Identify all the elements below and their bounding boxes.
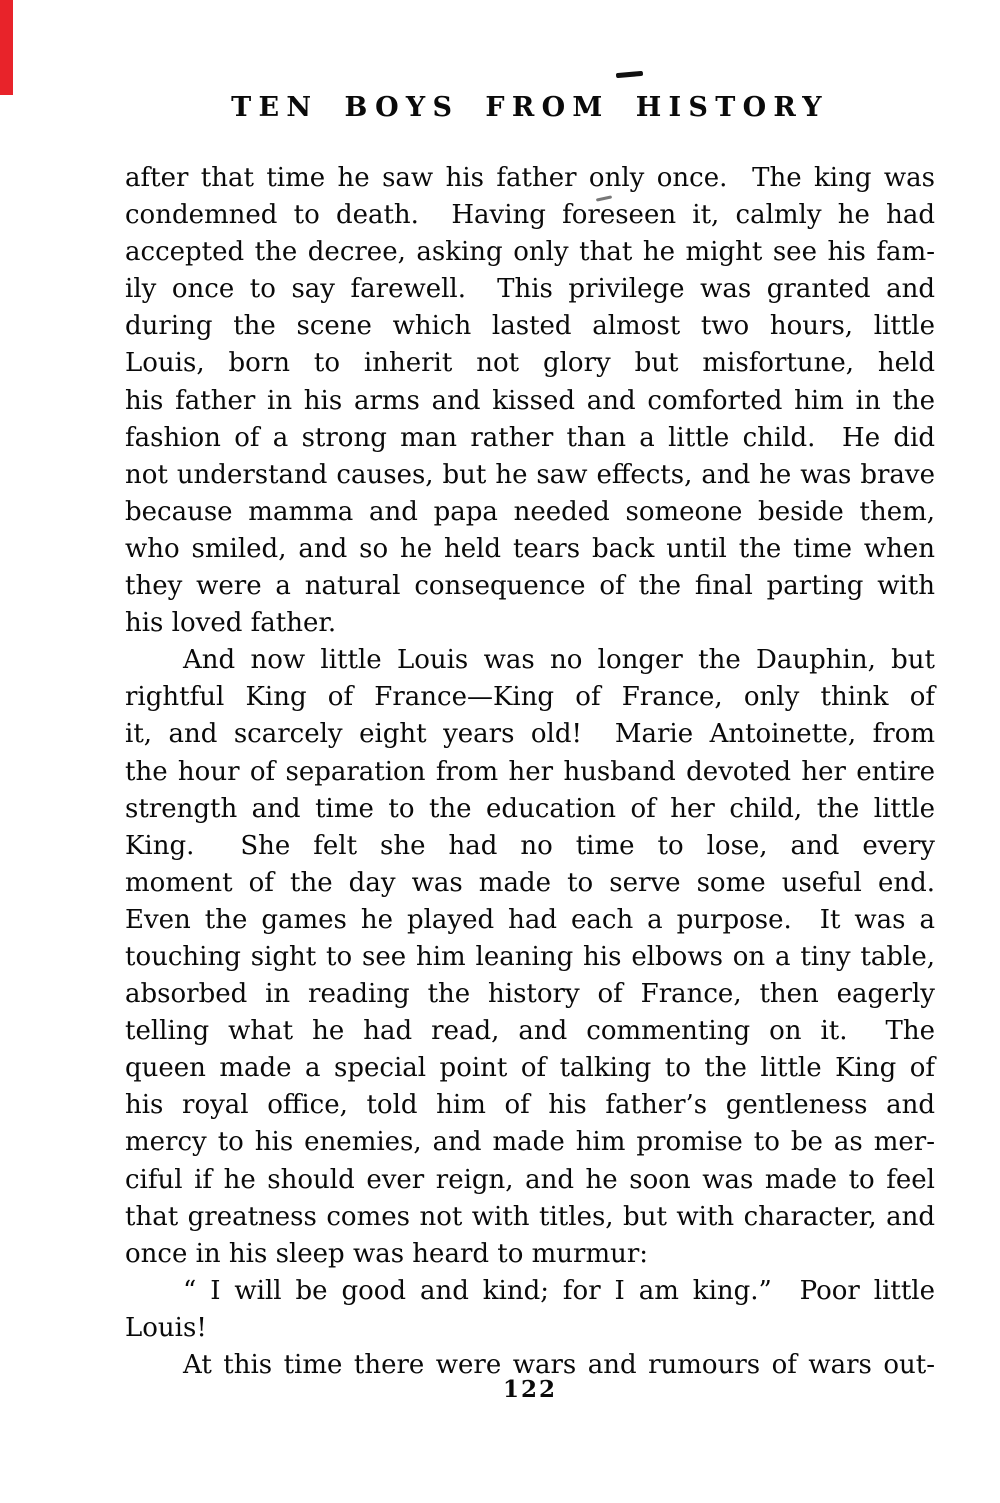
text-line: his royal office, told him of his father’s gentleness and — [125, 1090, 935, 1121]
text-line: his father in his arms and kissed and comforted him in the — [125, 385, 935, 416]
text-line: fashion of a strong man rather than a little child. He did — [125, 422, 935, 453]
text-line: touching sight to see him leaning his elbows on a tiny table, — [125, 941, 935, 972]
text-line: strength and time to the education of her child, the little — [125, 793, 935, 824]
text-line: they were a natural consequence of the final parting with — [125, 571, 935, 602]
text-line: And now little Louis was no longer the Dauphin, but — [183, 645, 935, 676]
scan-edge-artifact — [0, 0, 13, 95]
text-line: after that time he saw his father only once. The king was — [125, 163, 935, 193]
text-line: moment of the day was made to serve some useful end. — [125, 867, 935, 898]
text-line: Louis! — [125, 1312, 207, 1343]
text-line: queen made a special point of talking to the little King of — [125, 1053, 935, 1084]
text-line: that greatness comes not with titles, but with character, and — [125, 1201, 935, 1232]
text-line: because mamma and papa needed someone beside them, — [125, 496, 935, 527]
text-line: not understand causes, but he saw effects, and he was brave — [125, 459, 935, 490]
text-line: the hour of separation from her husband devoted her entire — [125, 756, 935, 787]
text-line: telling what he had read, and commenting on it. The — [125, 1016, 935, 1047]
text-line: once in his sleep was heard to murmur: — [125, 1238, 649, 1269]
text-line: ily once to say farewell. This privilege was granted and — [125, 274, 935, 305]
body-text — [125, 160, 935, 1384]
text-line: ciful if he should ever reign, and he soon was made to feel — [125, 1164, 935, 1195]
text-line: it, and scarcely eight years old! Marie Antoinette, from — [125, 719, 935, 750]
text-line: “ I will be good and kind; for I am king.” Poor little — [183, 1275, 935, 1306]
scan-mark — [616, 71, 643, 78]
page-number: 122 — [502, 1376, 557, 1403]
text-line: King. She felt she had no time to lose, and every — [125, 830, 935, 861]
text-line: accepted the decree, asking only that he might see his fam- — [125, 237, 935, 268]
text-line: mercy to his enemies, and made him promise to be as mer- — [125, 1127, 935, 1158]
text-line: absorbed in reading the history of France, then eagerly — [125, 979, 935, 1010]
text-line: Even the games he played had each a purpose. It was a — [125, 904, 935, 935]
text-line: At this time there were wars and rumours of wars out- — [183, 1350, 935, 1380]
text-line: rightful King of France—King of France, only think of — [125, 682, 935, 713]
text-line: his loved father. — [125, 608, 337, 639]
text-line: Louis, born to inherit not glory but misfortune, held — [125, 348, 935, 379]
text-line: condemned to death. Having foreseen it, calmly he had — [125, 200, 935, 231]
text-line: during the scene which lasted almost two hours, little — [125, 311, 935, 342]
text-line: who smiled, and so he held tears back until the time when — [125, 533, 935, 564]
page-header-title: TEN BOYS FROM HISTORY — [231, 92, 829, 123]
